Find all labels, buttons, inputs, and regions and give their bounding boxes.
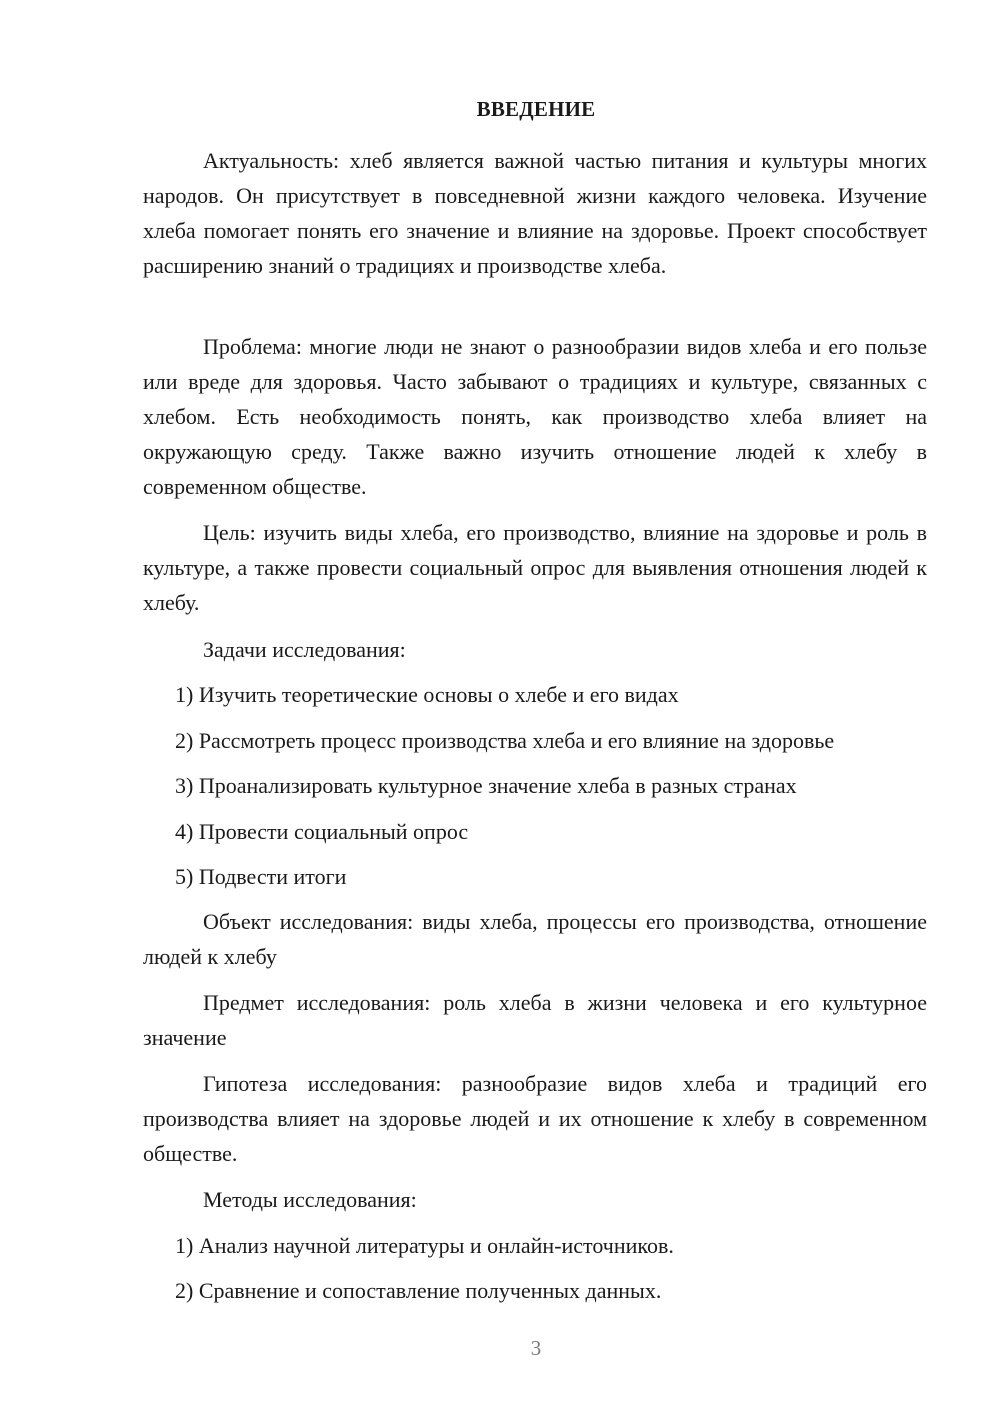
- method-item: 2) Сравнение и сопоставление полученных данных.: [175, 1278, 662, 1303]
- subject-paragraph: Предмет исследования: роль хлеба в жизни человека и его культурное значение: [143, 990, 927, 1050]
- method-item: 1) Анализ научной литературы и онлайн-источников.: [175, 1233, 674, 1258]
- tasks-heading: Задачи исследования:: [203, 637, 406, 662]
- object-paragraph: Объект исследования: виды хлеба, процессы его производства, отношение людей к хлебу: [143, 909, 927, 969]
- task-item: 1) Изучить теоретические основы о хлебе и его видах: [175, 682, 679, 707]
- methods-heading: Методы исследования:: [203, 1187, 417, 1212]
- problem-paragraph: Проблема: многие люди не знают о разнообразии видов хлеба и его пользе или вреде для здоровья. Часто забывают о традициях и культуре, связанных с хлебом. Есть необходимость понять, как производство хлеба влияет на окружающую среду. Также важно изучить отношение людей к хлебу в современном обществе.: [143, 334, 927, 499]
- task-item: 4) Провести социальный опрос: [175, 819, 469, 844]
- page-title: ВВЕДЕНИЕ: [476, 97, 596, 121]
- task-item: 5) Подвести итоги: [175, 864, 347, 889]
- goal-paragraph: Цель: изучить виды хлеба, его производство, влияние на здоровье и роль в культуре, а также провести социальный опрос для выявления отношения людей к хлебу.: [143, 520, 927, 615]
- relevance-paragraph: Актуальность: хлеб является важной частью питания и культуры многих народов. Он присутствует в повседневной жизни каждого человека. Изучение хлеба помогает понять его значение и влияние на здоровье. Проект способствует расширению знаний о традициях и производстве хлеба.: [143, 148, 927, 278]
- hypothesis-paragraph: Гипотеза исследования: разнообразие видов хлеба и традиций его производства влияет на здоровье людей и их отношение к хлебу в современном обществе.: [143, 1071, 927, 1166]
- task-item: 2) Рассмотреть процесс производства хлеба и его влияние на здоровье: [175, 728, 835, 753]
- page-number: 3: [530, 1336, 542, 1360]
- task-item: 3) Проанализировать культурное значение хлеба в разных странах: [175, 773, 797, 798]
